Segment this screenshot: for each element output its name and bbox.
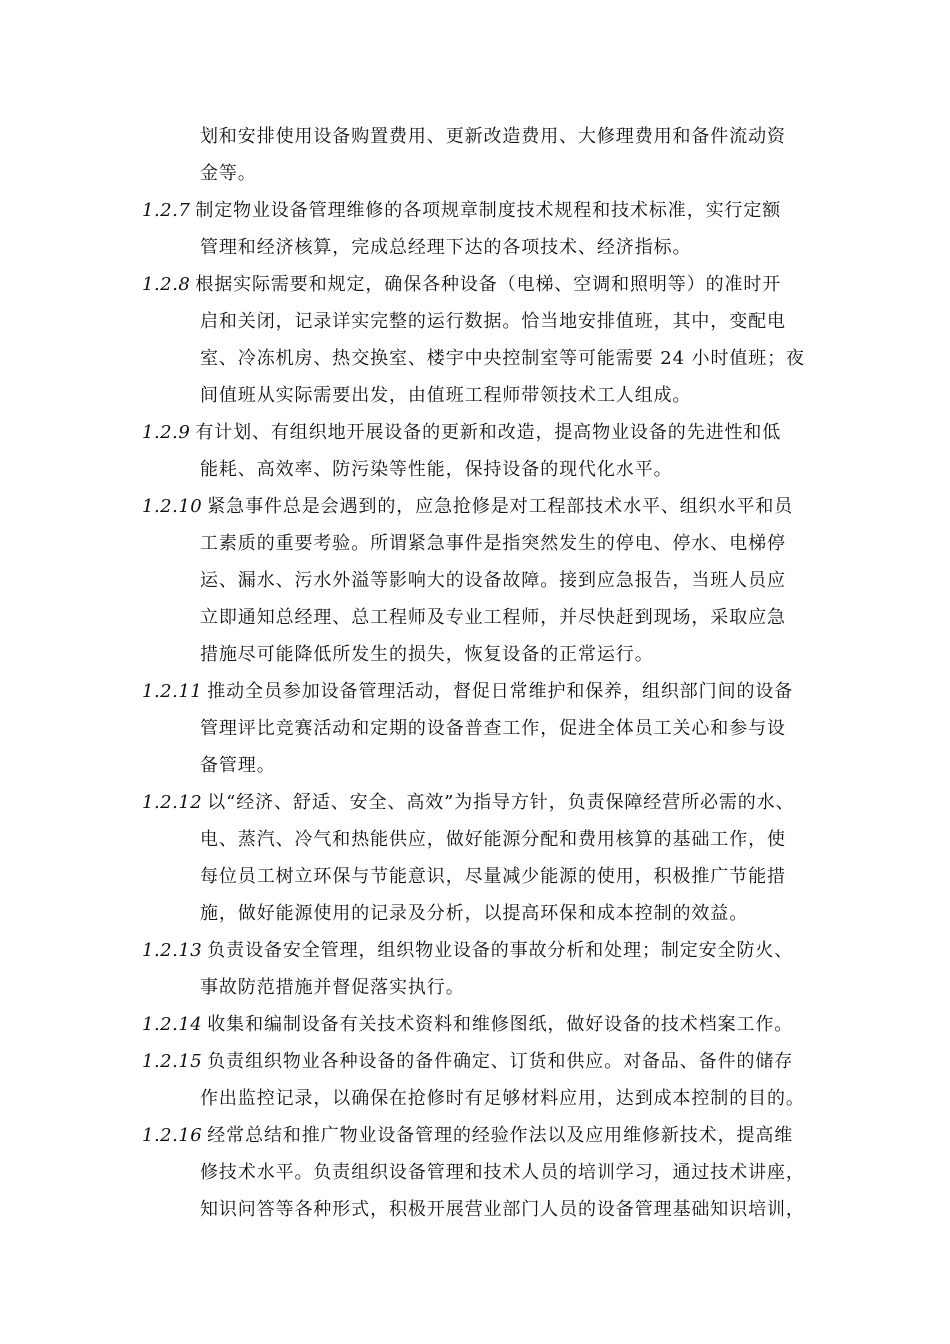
clause-text: 管理和经济核算，完成总经理下达的各项技术、经济指标。	[200, 237, 692, 258]
clause-line	[142, 451, 842, 488]
clause-item	[142, 118, 842, 192]
clause-line	[142, 488, 842, 525]
clause-text: 间值班从实际需要出发，由值班工程师带领技术工人组成。	[200, 385, 692, 406]
clause-text: 事故防范措施并督促落实执行。	[200, 977, 465, 998]
clause-line	[142, 1154, 842, 1191]
clause-number: 1.2.8	[142, 274, 191, 295]
clause-line	[142, 858, 842, 895]
clause-text: 施，做好能源使用的记录及分析，以提高环保和成本控制的效益。	[200, 903, 749, 924]
clause-text: 金等。	[200, 163, 257, 184]
clause-line	[142, 969, 842, 1006]
clause-item	[142, 192, 842, 266]
clause-text: 作出监控记录，以确保在抢修时有足够材料应用，达到成本控制的目的。	[200, 1088, 805, 1109]
clause-item	[142, 488, 842, 673]
clause-text: 室、冷冻机房、热交换室、楼宇中央控制室等可能需要 24 小时值班；夜	[200, 348, 805, 369]
clause-item	[142, 414, 842, 488]
clause-line	[142, 266, 842, 303]
clause-text: 能耗、高效率、防污染等性能，保持设备的现代化水平。	[200, 459, 673, 480]
clause-line	[142, 636, 842, 673]
clause-item	[142, 1006, 842, 1043]
clause-number: 1.2.7	[142, 200, 191, 221]
clause-text: 启和关闭，记录详实完整的运行数据。恰当地安排值班，其中，变配电	[200, 311, 786, 332]
clause-number: 1.2.13	[142, 940, 203, 961]
clause-text: 负责组织物业各种设备的备件确定、订货和供应。对备品、备件的储存	[207, 1051, 794, 1072]
clause-text: 措施尽可能降低所发生的损失，恢复设备的正常运行。	[200, 644, 654, 665]
clause-line	[142, 340, 842, 377]
clause-text: 推动全员参加设备管理活动，督促日常维护和保养，组织部门间的设备	[207, 681, 794, 702]
clause-line	[142, 1117, 842, 1154]
clause-line	[142, 192, 842, 229]
clause-text: 收集和编制设备有关技术资料和维修图纸，做好设备的技术档案工作。	[207, 1014, 794, 1035]
clause-number: 1.2.10	[142, 496, 203, 517]
clause-item	[142, 266, 842, 414]
clause-text: 每位员工树立环保与节能意识，尽量减少能源的使用，积极推广节能措	[200, 866, 786, 887]
clause-text: 工素质的重要考验。所谓紧急事件是指突然发生的停电、停水、电梯停	[200, 533, 786, 554]
clause-line	[142, 377, 842, 414]
clause-line	[142, 303, 842, 340]
clause-text: 划和安排使用设备购置费用、更新改造费用、大修理费用和备件流动资	[200, 126, 786, 147]
clause-line	[142, 414, 842, 451]
clause-line	[142, 229, 842, 266]
clause-number: 1.2.14	[142, 1014, 203, 1035]
clause-number: 1.2.16	[142, 1125, 203, 1146]
clause-number: 1.2.12	[142, 792, 203, 813]
clause-text: 制定物业设备管理维修的各项规章制度技术规程和技术标准，实行定额	[195, 200, 782, 221]
clause-item	[142, 1117, 842, 1228]
clause-line	[142, 1080, 842, 1117]
clause-text: 经常总结和推广物业设备管理的经验作法以及应用维修新技术，提高维	[207, 1125, 794, 1146]
clause-line	[142, 784, 842, 821]
clause-text: 有计划、有组织地开展设备的更新和改造，提高物业设备的先进性和低	[195, 422, 782, 443]
clause-line	[142, 821, 842, 858]
clause-line	[142, 118, 842, 155]
clause-line	[142, 932, 842, 969]
clause-line	[142, 895, 842, 932]
clause-text: 管理评比竞赛活动和定期的设备普查工作，促进全体员工关心和参与设	[200, 718, 786, 739]
clause-text: 电、蒸汽、冷气和热能供应，做好能源分配和费用核算的基础工作，使	[200, 829, 786, 850]
clause-text: 负责设备安全管理，组织物业设备的事故分析和处理；制定安全防火、	[207, 940, 794, 961]
clause-text: 备管理。	[200, 755, 276, 776]
clause-text: 修技术水平。负责组织设备管理和技术人员的培训学习，通过技术讲座，	[200, 1162, 805, 1183]
clause-line	[142, 525, 842, 562]
clause-line	[142, 710, 842, 747]
clause-line	[142, 747, 842, 784]
clause-line	[142, 1191, 842, 1228]
clause-list	[142, 118, 842, 1228]
clause-number: 1.2.15	[142, 1051, 203, 1072]
clause-line	[142, 599, 842, 636]
clause-text: 根据实际需要和规定，确保各种设备（电梯、空调和照明等）的准时开	[195, 274, 782, 295]
clause-number: 1.2.9	[142, 422, 191, 443]
clause-item	[142, 1043, 842, 1117]
clause-text: 运、漏水、污水外溢等影响大的设备故障。接到应急报告，当班人员应	[200, 570, 786, 591]
clause-text: 立即通知总经理、总工程师及专业工程师，并尽快赶到现场，采取应急	[200, 607, 786, 628]
clause-line	[142, 673, 842, 710]
clause-text: 知识问答等各种形式，积极开展营业部门人员的设备管理基础知识培训，	[200, 1199, 805, 1220]
clause-line	[142, 1006, 842, 1043]
clause-item	[142, 784, 842, 932]
clause-text: 紧急事件总是会遇到的，应急抢修是对工程部技术水平、组织水平和员	[207, 496, 794, 517]
clause-item	[142, 932, 842, 1006]
clause-line	[142, 155, 842, 192]
clause-text: 以“经济、舒适、安全、高效”为指导方针，负责保障经营所必需的水、	[207, 792, 795, 813]
clause-line	[142, 1043, 842, 1080]
clause-number: 1.2.11	[142, 681, 203, 702]
clause-line	[142, 562, 842, 599]
clause-item	[142, 673, 842, 784]
